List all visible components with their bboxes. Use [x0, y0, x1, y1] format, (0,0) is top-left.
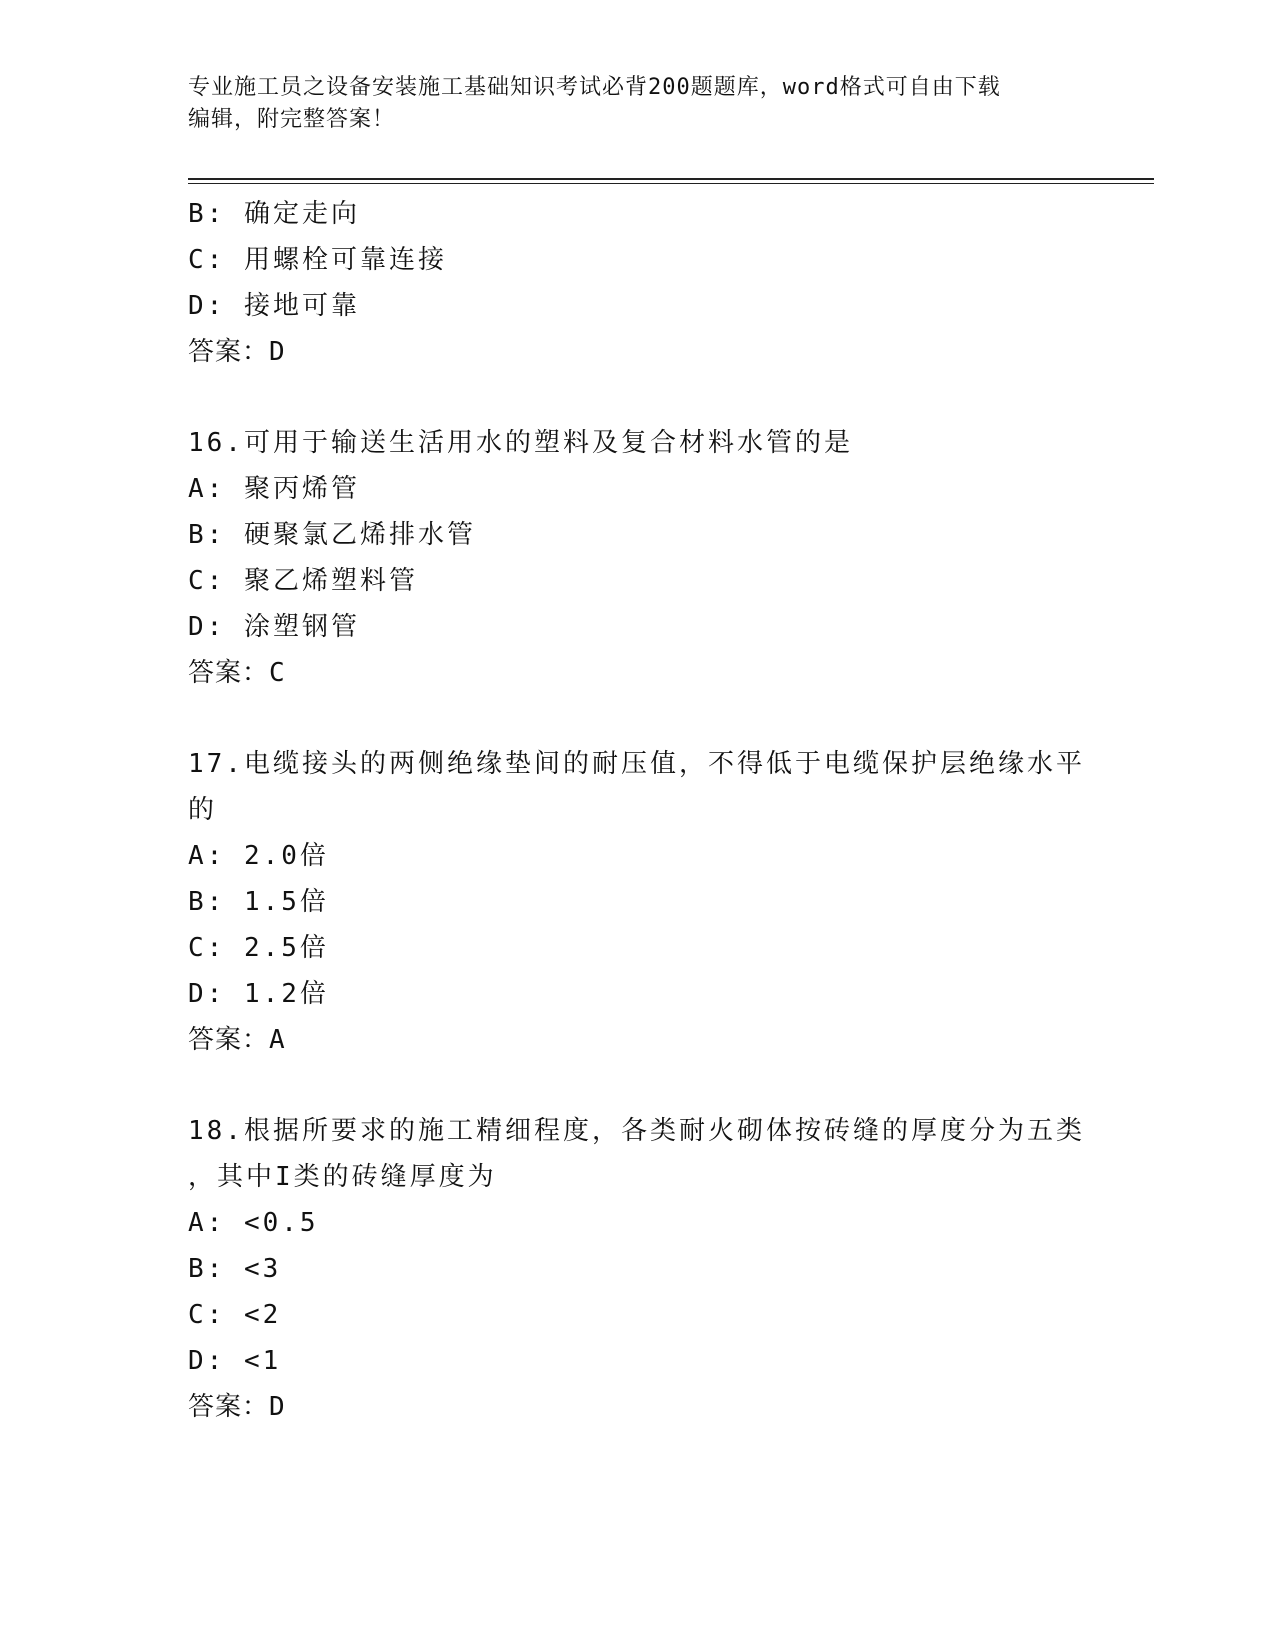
- answer: 答案：C: [188, 658, 286, 688]
- option-c: C: <2: [188, 1300, 282, 1330]
- question-list: [188, 191, 1088, 1430]
- option-b: B: 确定走向: [188, 199, 360, 229]
- option-a: A: 聚丙烯管: [188, 474, 360, 504]
- option-d: D: 接地可靠: [188, 291, 360, 321]
- option-d: D: 1.2倍: [188, 979, 329, 1009]
- option-c: C: 2.5倍: [188, 933, 329, 963]
- header-line-1: 专业施工员之设备安装施工基础知识考试必背200题题库，word格式可自由下载: [188, 75, 1001, 100]
- option-d: D: <1: [188, 1346, 282, 1376]
- option-b: B: <3: [188, 1254, 282, 1284]
- option-b: B: 硬聚氯乙烯排水管: [188, 520, 476, 550]
- question-17: [188, 741, 1088, 1063]
- question-text-line-1: 18.根据所要求的施工精细程度，各类耐火砌体按砖缝的厚度分为五类: [188, 1116, 1085, 1146]
- answer: 答案：D: [188, 1392, 286, 1422]
- document-header: [188, 72, 1068, 136]
- question-text-line-1: 17.电缆接头的两侧绝缘垫间的耐压值，不得低于电缆保护层绝缘水平: [188, 749, 1085, 779]
- option-c: C: 用螺栓可靠连接: [188, 245, 447, 275]
- question-text: 16.可用于输送生活用水的塑料及复合材料水管的是: [188, 428, 853, 458]
- option-b: B: 1.5倍: [188, 887, 329, 917]
- answer: 答案：A: [188, 1025, 286, 1055]
- option-c: C: 聚乙烯塑料管: [188, 566, 418, 596]
- option-d: D: 涂塑钢管: [188, 612, 360, 642]
- answer: 答案：D: [188, 337, 286, 367]
- question-text-line-2: ，其中I类的砖缝厚度为: [188, 1162, 497, 1192]
- option-a: A: <0.5: [188, 1208, 319, 1238]
- question-text-line-2: 的: [188, 795, 218, 825]
- header-line-2: 编辑，附完整答案！: [188, 107, 396, 132]
- header-divider-thick: [188, 178, 1154, 180]
- header-divider-thin: [188, 183, 1154, 184]
- question-15-tail: [188, 191, 1088, 375]
- question-18: [188, 1108, 1088, 1430]
- option-a: A: 2.0倍: [188, 841, 329, 871]
- question-16: [188, 420, 1088, 696]
